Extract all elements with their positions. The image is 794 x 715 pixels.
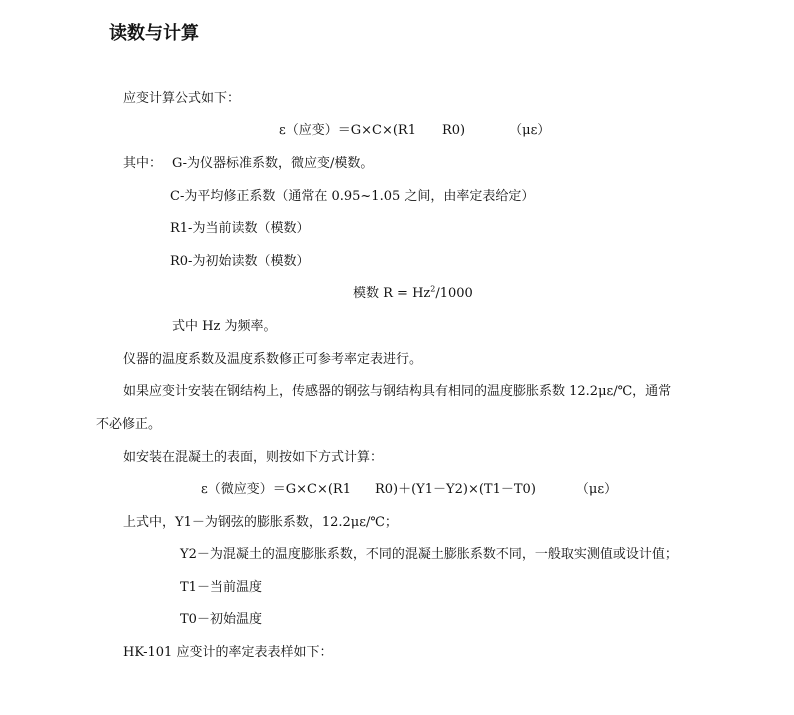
def-r0: R0-为初始读数（模数） (170, 254, 310, 269)
def-y2: Y2－为混凝土的温度膨胀系数，不同的混凝土膨胀系数不同，一般取实测值或设计值； (180, 547, 678, 562)
strain-formula-right: R0) (441, 123, 466, 138)
steel-paragraph-line2: 不必修正。 (96, 417, 162, 432)
temp-correction-text: 仪器的温度系数及温度系数修正可参考率定表进行。 (123, 352, 423, 367)
strain-formula-unit: （με） (509, 123, 551, 138)
modulus-formula (353, 286, 473, 302)
concrete-intro: 如安装在混凝土的表面，则按如下方式计算： (123, 450, 384, 465)
strain-formula-left: ε（应变）＝G×C×(R1 (279, 123, 416, 138)
where-label: 其中： (123, 156, 163, 171)
def-r1: R1-为当前读数（模数） (170, 221, 310, 236)
hz-note: 式中 Hz 为频率。 (172, 319, 277, 334)
def-c: C-为平均修正系数（通常在 0.95~1.05 之间，由率定表给定） (170, 189, 535, 204)
steel-paragraph-line1: 如果应变计安装在钢结构上，传感器的钢弦与钢结构具有相同的温度膨胀系数 12.2με/℃，通常 (123, 384, 672, 399)
modulus-suffix: /1000 (435, 286, 473, 301)
micro-strain-formula-right: R0)＋(Y1－Y2)×(T1－T0) (374, 482, 536, 497)
def-y1: 上式中，Y1－为钢弦的膨胀系数，12.2με/℃； (123, 515, 398, 530)
section-title: 读数与计算 (109, 23, 199, 44)
strain-formula (279, 123, 550, 139)
def-g: G-为仪器标准系数，微应变/模数。 (172, 156, 374, 171)
micro-strain-formula-unit: （με） (575, 482, 618, 497)
modulus-prefix: 模数 R = Hz (353, 286, 431, 301)
intro-text: 应变计算公式如下： (123, 91, 241, 106)
modulus-exponent: 2 (430, 284, 436, 294)
def-t1: T1－当前温度 (180, 580, 262, 595)
def-t0: T0－初始温度 (180, 612, 262, 627)
micro-strain-formula-left: ε（微应变）＝G×C×(R1 (201, 482, 351, 497)
micro-strain-formula (201, 482, 617, 498)
table-caption: HK-101 应变计的率定表表样如下： (123, 645, 333, 660)
